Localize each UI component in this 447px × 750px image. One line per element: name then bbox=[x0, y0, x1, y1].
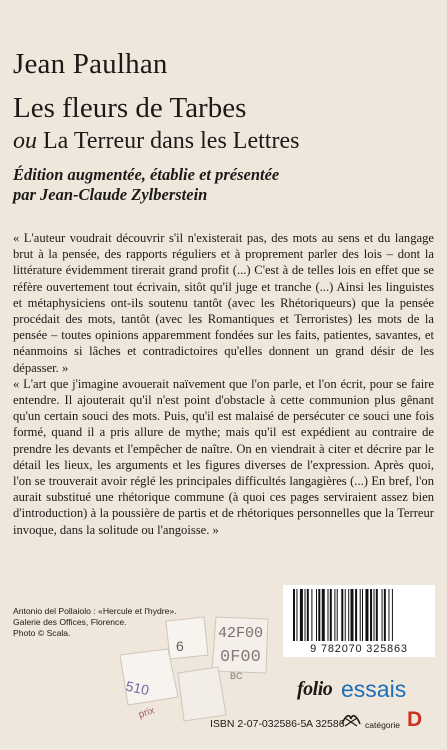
barcode-bar bbox=[365, 589, 368, 641]
publisher-folio: folio bbox=[297, 678, 333, 700]
barcode-bar bbox=[348, 589, 349, 641]
barcode-bar bbox=[351, 589, 354, 641]
edition-line-1: Édition augmentée, établie et présentée bbox=[13, 165, 280, 184]
barcode-bar bbox=[374, 589, 375, 641]
barcode-bar bbox=[384, 589, 386, 641]
edition-note bbox=[13, 165, 279, 205]
barcode-bar bbox=[382, 589, 383, 641]
barcode-bar bbox=[376, 589, 378, 641]
credit-line-2: Galerie des Offices, Florence. bbox=[13, 617, 127, 627]
barcode-bar bbox=[334, 589, 335, 641]
barcode-bar bbox=[296, 589, 297, 641]
sticker-text-5: 510 bbox=[124, 677, 151, 699]
blurb-quote bbox=[13, 230, 434, 538]
barcode-bar bbox=[328, 589, 329, 641]
sticker-text-1: 6 bbox=[176, 638, 184, 654]
barcode-bar bbox=[300, 589, 303, 641]
collection-essais: essais bbox=[341, 676, 407, 702]
sticker-text-4: BC bbox=[230, 671, 243, 681]
category-label: catégorie bbox=[365, 720, 400, 730]
barcode-bar bbox=[293, 589, 295, 641]
catalog-ref: A 32586 bbox=[306, 718, 345, 730]
barcode-bar bbox=[360, 589, 361, 641]
barcode-number: 9 782070 325863 bbox=[310, 643, 408, 655]
barcode-bar bbox=[345, 589, 346, 641]
barcode-bar bbox=[318, 589, 320, 641]
sticker-text-2: 42F00 bbox=[218, 625, 264, 642]
subtitle-conjunction: ou bbox=[13, 128, 37, 154]
price-sticker-remnants bbox=[108, 615, 278, 730]
book-subtitle bbox=[13, 128, 299, 155]
barcode-bar bbox=[341, 589, 343, 641]
barcode-bar bbox=[322, 589, 325, 641]
barcode-bar bbox=[311, 589, 312, 641]
sticker-text-6: prix bbox=[137, 705, 156, 721]
subtitle-text: La Terreur dans les Lettres bbox=[43, 128, 300, 154]
barcode-bar bbox=[388, 589, 389, 641]
credit-line-1: Antonio del Pollaiolo : «Hercule et l'hydre». bbox=[13, 606, 177, 616]
quote-paragraph-1: « L'auteur voudrait découvrir s'il n'existerait pas, des mots au sens et du langage brut à la pensée, des rapports réguliers et à proprement parler des lois – dont la littérature évidemment tirerait grand profit (...) C'est à de telles lois en effet que se réfère ouvertement tout écrivain, sitôt qu'il juge et tranche (...) Ainsi les linguistes et métaphysiciens ont-ils soutenu tantôt (avec les Rhétoriqueurs) que la pensée procédait des mots, tantôt (avec les Romantiques et Terroristes) les mots de la pensée – toutes opinions apparemment fondées sur les faits, patientes, savantes, et néanmoins si lâches et contradictoires qu'elles donnent un grand désir de les dépasser. » bbox=[13, 231, 434, 375]
barcode-bar bbox=[305, 589, 306, 641]
author-name: Jean Paulhan bbox=[13, 48, 168, 80]
barcode-bar bbox=[330, 589, 332, 641]
barcode-bars bbox=[283, 585, 435, 643]
edition-line-2: par Jean-Claude Zylberstein bbox=[13, 185, 208, 204]
barcode-bar bbox=[362, 589, 363, 641]
quote-paragraph-2: « L'art que j'imagine avouerait naïvement que l'on parle, et l'on écrit, pour se faire entendre. Il ajouterait qu'il n'est point d'obstacle à cette communion plus gênant qu'un certain souci des mots. Puis, qu'il est malaisé de persécuter ce souci une fois formé, quand il a pris allure de mythe; mais qu'il est expédient au contraire de prendre les devants et l'empêcher de naître. On en viendrait à citer et décrire par le détail les lieux, les arguments et les figures diverses de l'expression. Après quoi, l'on se trouverait avoir réglé les principales difficultés langagières (...) En bref, l'on aurait substitué une rhétorique commune (à quoi ces pages serviraient assez bien d'introduction) à la poussière de partis et de rhétoriques personnelles que la Terreur invoque, dans la solitude ou l'angoisse. » bbox=[13, 376, 434, 537]
barcode-bar bbox=[370, 589, 372, 641]
barcode-bar bbox=[337, 589, 338, 641]
book-title: Les fleurs de Tarbes bbox=[13, 92, 247, 124]
isbn: ISBN 2-07-032586-5 bbox=[210, 718, 307, 730]
gallimard-logo-icon bbox=[340, 710, 362, 728]
barcode-bar bbox=[316, 589, 317, 641]
barcode-bar bbox=[392, 589, 393, 641]
sticker-text-3: 0F00 bbox=[220, 648, 261, 667]
barcode-bar bbox=[307, 589, 309, 641]
category-letter: D bbox=[407, 708, 423, 731]
credit-line-3: Photo © Scala. bbox=[13, 628, 71, 638]
barcode bbox=[283, 585, 435, 657]
barcode-bar bbox=[355, 589, 357, 641]
